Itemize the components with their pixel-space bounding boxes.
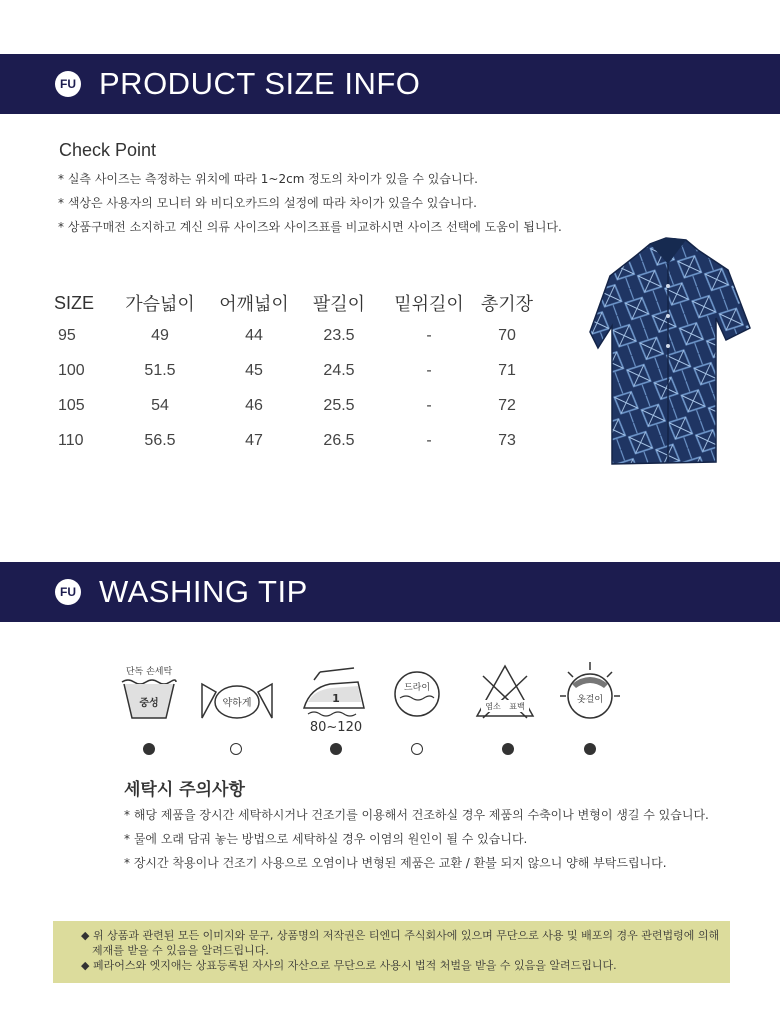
shoulder-cell: 44 bbox=[245, 326, 263, 344]
rise-cell: - bbox=[426, 431, 432, 449]
sleeve-cell: 25.5 bbox=[323, 396, 355, 414]
section-title: PRODUCT SIZE INFO bbox=[99, 66, 421, 101]
size-cell: 110 bbox=[58, 431, 84, 449]
table-row bbox=[50, 353, 542, 388]
hand-wash-icon bbox=[118, 662, 180, 722]
note-item: * 상품구매전 소지하고 계신 의류 사이즈와 사이즈표를 비교하시면 사이즈 선택에 도움이 됩니다. bbox=[58, 220, 562, 234]
chest-cell: 56.5 bbox=[144, 431, 176, 449]
brand-logo-icon: FU bbox=[55, 71, 81, 97]
hang-dry-label: 옷걸이 bbox=[576, 695, 604, 705]
size-header: SIZE bbox=[54, 292, 95, 313]
no-bleach-indicator bbox=[502, 743, 514, 755]
iron-level-label: 1 bbox=[332, 692, 340, 705]
hang-dry-icon bbox=[560, 662, 620, 722]
trademark-line: ◆ 페라어스와 엣지애는 상표등록된 자사의 자산으로 무단으로 사용시 법적 처벌을 받을 수 있음을 알려드립니다. bbox=[81, 959, 617, 972]
size-table bbox=[50, 288, 542, 458]
length-header: 총기장 bbox=[480, 294, 534, 314]
section-title: WASHING TIP bbox=[99, 574, 308, 609]
care-caution-title: 세탁시 주의사항 bbox=[124, 780, 245, 800]
note-item: * 실측 사이즈는 측정하는 위치에 따라 1~2cm 정도의 차이가 있을 수 있습니다. bbox=[58, 172, 478, 186]
size-cell: 105 bbox=[58, 396, 85, 414]
sleeve-cell: 24.5 bbox=[323, 361, 355, 379]
gentle-wash-indicator bbox=[230, 743, 242, 755]
size-table-header-row bbox=[50, 288, 542, 318]
care-note-item: * 물에 오래 담궈 놓는 방법으로 세탁하실 경우 이염의 원인이 될 수 있습니다. bbox=[124, 832, 528, 846]
gentle-wash-label: 약하게 bbox=[222, 698, 252, 709]
no-bleach-label-left: 염소 bbox=[485, 702, 501, 711]
dry-clean-icon bbox=[392, 662, 442, 720]
washing-tip-header bbox=[0, 562, 780, 622]
care-note-item: * 장시간 착용이나 건조기 사용으로 오염이나 변형된 제품은 교환 / 환불 되지 않으니 양해 부탁드립니다. bbox=[124, 856, 667, 870]
dry-clean-indicator bbox=[411, 743, 423, 755]
check-point-title: Check Point bbox=[59, 140, 157, 160]
no-bleach-icon bbox=[473, 662, 537, 720]
chest-cell: 51.5 bbox=[144, 361, 176, 379]
copyright-notice bbox=[53, 921, 730, 983]
table-row bbox=[50, 388, 542, 423]
note-item: * 색상은 사용자의 모니터 와 비디오카드의 설정에 따라 차이가 있을수 있습니다. bbox=[58, 196, 477, 210]
iron-temp-label: 80~120 bbox=[309, 720, 363, 735]
product-shirt-image bbox=[588, 236, 753, 468]
chest-cell: 49 bbox=[151, 326, 169, 344]
brand-logo-icon: FU bbox=[55, 579, 81, 605]
sleeve-cell: 23.5 bbox=[323, 326, 355, 344]
rise-cell: - bbox=[426, 361, 432, 379]
sleeve-header: 팔길이 bbox=[312, 294, 366, 314]
size-cell: 95 bbox=[58, 326, 76, 344]
dry-clean-label: 드라이 bbox=[403, 683, 431, 693]
length-cell: 73 bbox=[498, 431, 516, 449]
chest-cell: 54 bbox=[151, 396, 169, 414]
hand-wash-label: 중성 bbox=[139, 698, 159, 709]
check-point-notes bbox=[58, 167, 562, 239]
length-cell: 71 bbox=[498, 361, 516, 379]
length-cell: 72 bbox=[498, 396, 516, 414]
table-row bbox=[50, 423, 542, 458]
table-row bbox=[50, 318, 542, 353]
shoulder-cell: 45 bbox=[245, 361, 263, 379]
hang-dry-indicator bbox=[584, 743, 596, 755]
chest-header: 가슴넓이 bbox=[125, 294, 195, 314]
rise-header: 밑위길이 bbox=[394, 294, 464, 314]
length-cell: 70 bbox=[498, 326, 516, 344]
sleeve-cell: 26.5 bbox=[323, 431, 355, 449]
shoulder-header: 어깨넓이 bbox=[219, 294, 289, 314]
copyright-line: ◆ 위 상품과 관련된 모든 이미지와 문구, 상품명의 저작권은 티엔디 주식회사에 있으며 무단으로 사용 및 배포의 경우 관련법령에 의해 bbox=[81, 929, 720, 942]
rise-cell: - bbox=[426, 396, 432, 414]
iron-indicator bbox=[330, 743, 342, 755]
care-caution-notes bbox=[124, 803, 709, 875]
no-bleach-label-right: 표백 bbox=[509, 702, 525, 711]
gentle-wash-icon bbox=[198, 662, 276, 722]
rise-cell: - bbox=[426, 326, 432, 344]
shoulder-cell: 47 bbox=[245, 431, 263, 449]
copyright-line: 제재를 받을 수 있음을 알려드립니다. bbox=[92, 944, 269, 957]
shoulder-cell: 46 bbox=[245, 396, 263, 414]
size-info-header bbox=[0, 54, 780, 114]
care-note-item: * 해당 제품을 장시간 세탁하시거나 건조기를 이용해서 건조하실 경우 제품의 수축이나 변형이 생길 수 있습니다. bbox=[124, 808, 709, 822]
iron-icon bbox=[300, 662, 370, 720]
hand-wash-top-label: 단독 손세탁 bbox=[125, 667, 173, 677]
size-cell: 100 bbox=[58, 361, 85, 379]
hand-wash-indicator bbox=[143, 743, 155, 755]
